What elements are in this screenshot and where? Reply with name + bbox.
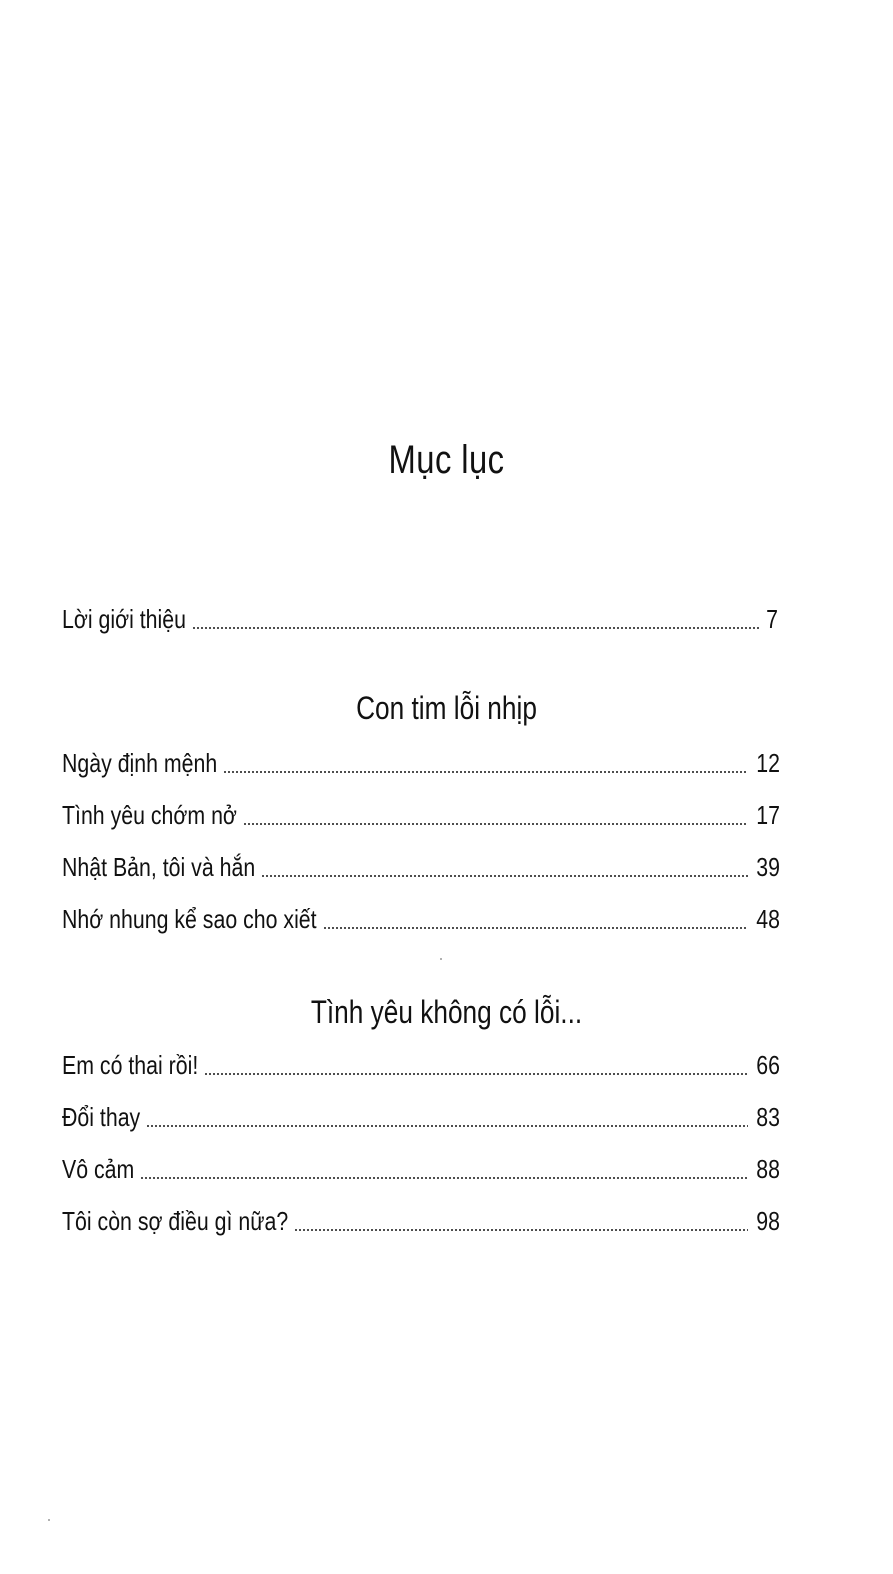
toc-entry-intro[interactable] xyxy=(62,600,779,636)
scan-speck xyxy=(48,1519,50,1521)
toc-entry-label: Vô cảm xyxy=(62,1154,135,1184)
dot-leader xyxy=(140,1177,748,1179)
dot-leader xyxy=(223,771,748,773)
toc-entry-label: Đổi thay xyxy=(62,1102,141,1132)
section-heading: Con tim lỗi nhịp xyxy=(356,690,537,726)
toc-entry[interactable] xyxy=(62,744,781,780)
toc-entry-label: Ngày định mệnh xyxy=(62,748,218,778)
toc-entry-label: Em có thai rồi! xyxy=(62,1050,199,1080)
toc-entry[interactable] xyxy=(62,1150,781,1186)
toc-entry-label: Lời giới thiệu xyxy=(62,604,186,634)
toc-entry-page: 66 xyxy=(756,1050,781,1080)
dot-leader xyxy=(192,627,760,629)
section-heading: Tình yêu không có lỗi... xyxy=(310,994,583,1030)
toc-entry-page: 83 xyxy=(756,1102,781,1132)
toc-entry-page: 39 xyxy=(756,852,781,882)
toc-entry[interactable] xyxy=(62,1202,781,1238)
toc-entry-label: Nhớ nhung kể sao cho xiết xyxy=(62,904,317,934)
page-title: Mục lục xyxy=(388,438,505,482)
toc-entry-page: 12 xyxy=(756,748,781,778)
dot-leader xyxy=(243,823,748,825)
dot-leader xyxy=(323,927,749,929)
dot-leader xyxy=(294,1229,748,1231)
toc-entry-label: Tôi còn sợ điều gì nữa? xyxy=(62,1206,289,1236)
dot-leader xyxy=(204,1073,748,1075)
toc-entry-label: Tình yêu chớm nở xyxy=(62,800,237,830)
toc-entry[interactable] xyxy=(62,1046,781,1082)
scan-speck xyxy=(440,958,442,960)
toc-entry-page: 7 xyxy=(766,604,779,634)
dot-leader xyxy=(146,1125,748,1127)
dot-leader xyxy=(261,875,748,877)
toc-entry[interactable] xyxy=(62,900,781,936)
toc-entry-page: 98 xyxy=(756,1206,781,1236)
toc-entry[interactable] xyxy=(62,1098,781,1134)
toc-entry-page: 88 xyxy=(756,1154,781,1184)
toc-entry[interactable] xyxy=(62,796,781,832)
toc-entry[interactable] xyxy=(62,848,781,884)
toc-entry-page: 17 xyxy=(756,800,781,830)
toc-entry-label: Nhật Bản, tôi và hắn xyxy=(62,852,256,882)
toc-entry-page: 48 xyxy=(756,904,781,934)
